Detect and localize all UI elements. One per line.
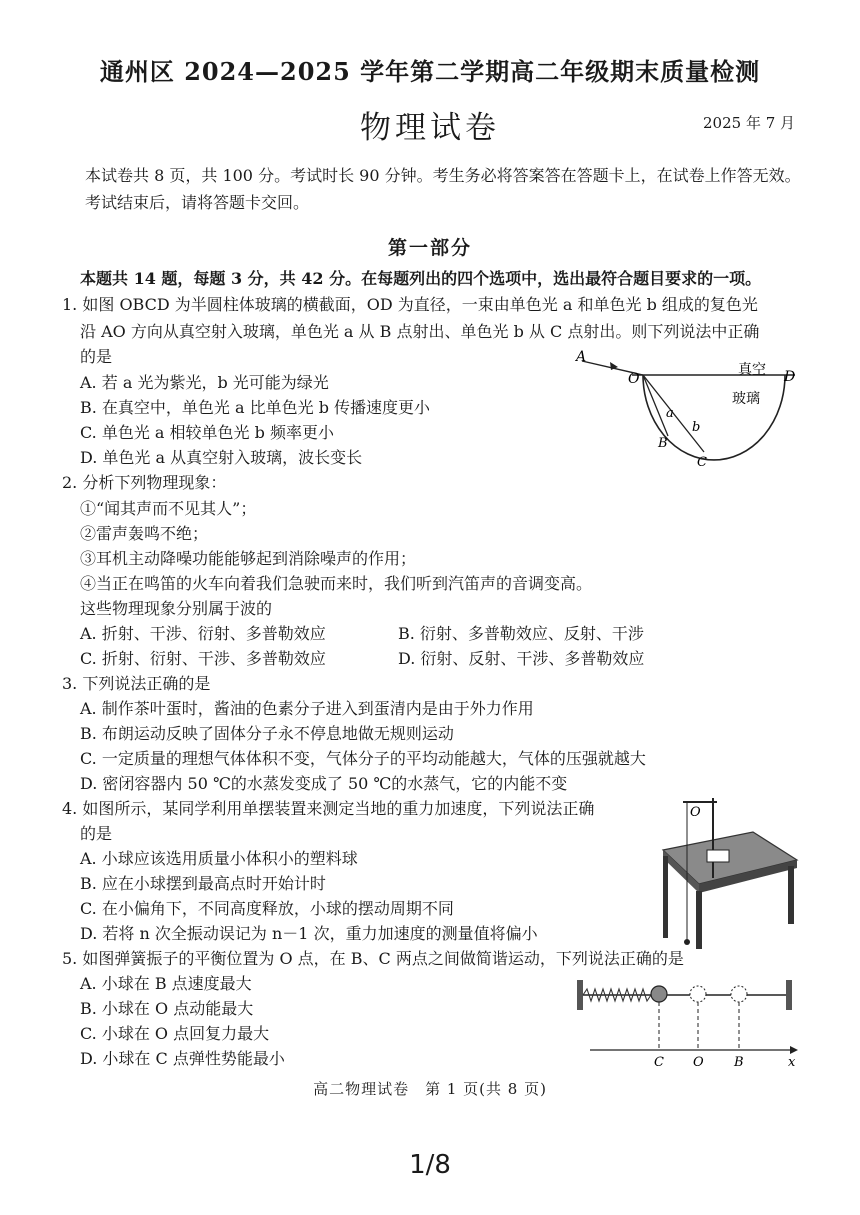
fig1-label-a-point: A [576,349,587,365]
q2-option-d: D. 衍射、反射、干涉、多普勒效应 [398,649,645,668]
ball-at-c [651,986,667,1002]
q1-option-a: A. 若 a 光为紫光，b 光可能为绿光 [80,373,329,392]
fig5-label-o: O [693,1055,704,1070]
q1-option-c: C. 单色光 a 相较单色光 b 频率更小 [80,423,334,442]
ball-ghost-o [690,986,706,1002]
fig1-label-ray-a: a [666,406,674,421]
q2-item-4: ④当正在鸣笛的火车向着我们急驶而来时，我们听到汽笛声的音调变高。 [80,574,593,593]
table-leg-3 [788,866,794,924]
section-instructions: 本题共 14 题，每题 3 分，共 42 分。在每题列出的四个选项中，选出最符合题目要求的一项。 [80,269,762,288]
fig1-label-b: B [658,436,668,451]
q4-line-2: 的是 [80,824,113,843]
q3-option-a: A. 制作茶叶蛋时，酱油的色素分子进入到蛋清内是由于外力作用 [80,699,534,718]
exam-subtitle: 物理试卷 [360,110,500,146]
q4-option-d: D. 若将 n 次全振动误记为 n－1 次，重力加速度的测量值将偏小 [80,924,538,943]
stand-base [707,850,729,862]
q4-option-c: C. 在小偏角下，不同高度释放，小球的摆动周期不同 [80,899,454,918]
page-footer: 高二物理试卷 第 1 页(共 8 页) [313,1080,547,1098]
fig1-label-ray-b: b [692,420,701,435]
ball-ghost-b [731,986,747,1002]
x-axis-arrow-icon [790,1046,798,1054]
pendulum-bob [684,939,690,945]
q5-stem: 5. 如图弹簧振子的平衡位置为 O 点，在 B、C 两点之间做简谐运动，下列说法正确的是 [62,949,684,968]
left-wall [577,980,583,1010]
q1-option-b: B. 在真空中，单色光 a 比单色光 b 传播速度更小 [80,398,431,417]
page-indicator: 1/8 [409,1150,451,1180]
q2-option-c: C. 折射、衍射、干涉、多普勒效应 [80,649,326,668]
q2-item-2: ②雷声轰鸣不绝； [80,524,209,543]
exam-title: 通州区 2024—2025 学年第二学期高二年级期末质量检测 [99,57,761,86]
table-leg-1 [663,856,668,938]
q5-spring-oscillator-figure [572,972,802,1072]
q3-option-c: C. 一定质量的理想气体体积不变，气体分子的平均动能越大，气体的压强就越大 [80,749,646,768]
fig1-label-vacuum: 真空 [738,362,766,378]
exam-intro: 本试卷共 8 页，共 100 分。考试时长 90 分钟。考生务必将答案答在答题卡上，在试卷上作答无效。考试结束后，请将答题卡交回。 [85,166,801,212]
fig4-label-o: O [690,805,701,820]
q2-item-3: ③耳机主动降噪功能能够起到消除噪声的作用； [80,549,417,568]
q2-tail: 这些物理现象分别属于波的 [80,599,273,618]
q1-option-d: D. 单色光 a 从真空射入玻璃，波长变长 [80,448,363,467]
q2-item-1: ①“闻其声而不见其人”； [80,499,257,518]
exam-date: 2025 年 7 月 [703,114,796,132]
q5-option-b: B. 小球在 O 点动能最大 [80,999,254,1018]
fig1-label-d: D [784,369,796,385]
q4-line-1: 4. 如图所示，某同学利用单摆装置来测定当地的重力加速度，下列说法正确 [62,799,595,818]
q1-line-3: 的是 [80,347,113,366]
fig1-label-c: C [697,455,707,470]
fig5-label-x: x [788,1055,796,1070]
q2-option-b: B. 衍射、多普勒效应、反射、干涉 [398,624,644,643]
fig1-label-glass: 玻璃 [732,391,760,407]
q4-option-a: A. 小球应该选用质量小体积小的塑料球 [80,849,358,868]
q2-option-a: A. 折射、干涉、衍射、多普勒效应 [80,624,326,643]
q1-line-1: 1. 如图 OBCD 为半圆柱体玻璃的横截面，OD 为直径，一束由单色光 a 和单色光 b 组成的复色光 [62,295,758,314]
q3-option-d: D. 密闭容器内 50 ℃的水蒸发变成了 50 ℃的水蒸气，它的内能不变 [80,774,568,793]
q5-option-d: D. 小球在 C 点弹性势能最小 [80,1049,285,1068]
fig1-label-o: O [628,371,640,387]
q4-pendulum-figure [655,788,805,950]
q2-stem: 2. 分析下列物理现象： [62,473,227,492]
fig5-label-c: C [654,1055,664,1070]
fig5-label-b: B [734,1055,744,1070]
spring-coil [583,989,651,1001]
right-wall [786,980,792,1010]
q1-semicircle-figure [570,345,805,470]
q1-line-2: 沿 AO 方向从真空射入玻璃，单色光 a 从 B 点射出、单色光 b 从 C 点射出。则下列说法中正确 [80,322,760,341]
q4-option-b: B. 应在小球摆到最高点时开始计时 [80,874,326,893]
q3-stem: 3. 下列说法正确的是 [62,674,211,693]
table-leg-2 [696,891,702,949]
q3-option-b: B. 布朗运动反映了固体分子永不停息地做无规则运动 [80,724,454,743]
section-title: 第一部分 [387,237,472,259]
q5-option-c: C. 小球在 O 点回复力最大 [80,1024,270,1043]
q5-option-a: A. 小球在 B 点速度最大 [80,974,252,993]
